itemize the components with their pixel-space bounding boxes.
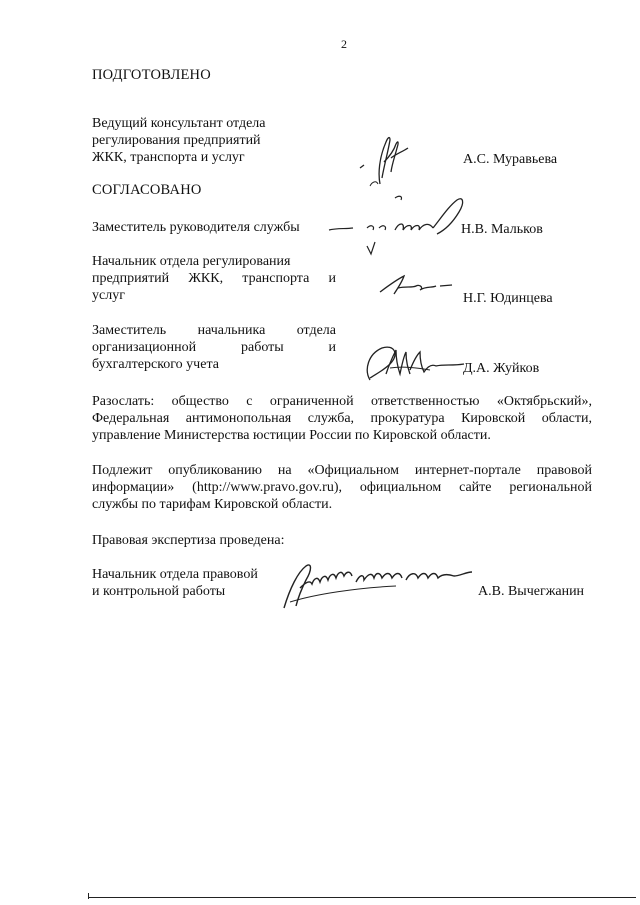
legal-chief-position (92, 566, 292, 600)
legal-chief-position-line: Начальник отдела правовой (92, 567, 258, 582)
distribution-line: Федеральная антимонопольная служба, прокуратура Кировской области, (92, 411, 592, 426)
org-deputy-name: Д.А. Жуйков (463, 361, 540, 376)
signature-vychegzhanin (276, 558, 476, 614)
page-number: 2 (341, 37, 347, 51)
legal-chief-name: А.В. Вычегжанин (478, 584, 585, 599)
deputy-head-position-line: Заместитель руководителя службы (92, 220, 300, 235)
prepared-position (92, 115, 352, 166)
publication-line: информации» (http://www.pravo.gov.ru), официальном сайте региональной (92, 480, 592, 495)
legal-chief-position-line: и контрольной работы (92, 584, 226, 599)
org-deputy-position-line: организационной работы и (92, 340, 336, 355)
publication-paragraph (92, 462, 592, 513)
regulation-chief-position (92, 253, 336, 304)
prepared-position-line: ЖКК, транспорта и услуг (92, 150, 245, 165)
regulation-chief-name: Н.Г. Юдинцева (463, 291, 553, 306)
distribution-line: Разослать: общество с ограниченной ответственностью «Октябрьский», (92, 394, 592, 409)
prepared-position-line: регулирования предприятий (92, 133, 261, 148)
prepared-heading: ПОДГОТОВЛЕНО (92, 67, 211, 83)
regulation-chief-position-line: услуг (92, 288, 125, 303)
signature-yudintseva (376, 272, 456, 302)
prepared-position-line: Ведущий консультант отдела (92, 116, 266, 131)
deputy-head-name: Н.В. Мальков (461, 222, 543, 237)
org-deputy-position-line: бухгалтерского учета (92, 357, 219, 372)
signature-malkov (325, 192, 475, 260)
regulation-chief-position-line: предприятий ЖКК, транспорта и (92, 271, 336, 286)
footer-rule (88, 897, 636, 898)
distribution-line: управление Министерства юстиции России по Кировской области. (92, 428, 491, 443)
publication-line: службы по тарифам Кировской области. (92, 497, 333, 512)
legal-review-statement: Правовая экспертиза проведена: (92, 533, 285, 548)
signature-muraveva (352, 128, 422, 190)
prepared-name: А.С. Муравьева (463, 152, 558, 167)
deputy-head-position (92, 219, 332, 236)
agreed-heading: СОГЛАСОВАНО (92, 182, 202, 198)
publication-line: Подлежит опубликованию на «Официальном интернет-портале правовой (92, 463, 592, 478)
org-deputy-position (92, 322, 336, 373)
signature-zhuykov (360, 340, 470, 386)
org-deputy-position-line: Заместитель начальника отдела (92, 323, 336, 338)
distribution-paragraph (92, 393, 592, 444)
footer-tick (88, 893, 89, 899)
regulation-chief-position-line: Начальник отдела регулирования (92, 254, 291, 269)
